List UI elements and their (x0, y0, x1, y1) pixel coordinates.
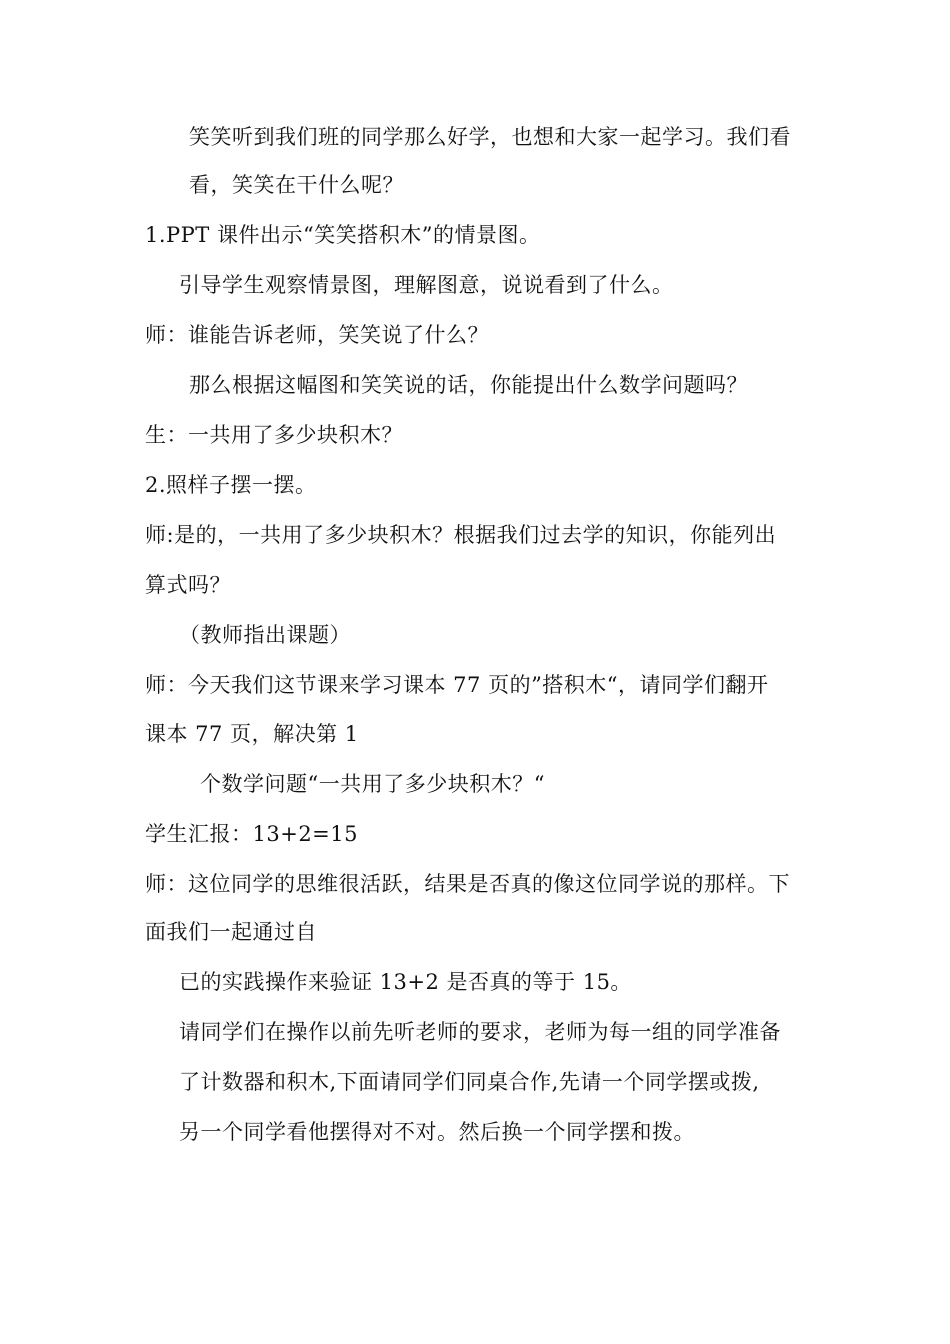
text-line: 师：今天我们这节课来学习课本 77 页的”搭积木“，请同学们翻开 (145, 673, 769, 697)
text-line: 面我们一起通过自 (145, 920, 317, 944)
text-line: 看，笑笑在干什么呢？ (189, 173, 404, 197)
text-line: 了计数器和积木,下面请同学们同桌合作,先请一个同学摆或拨, (179, 1070, 760, 1094)
text-line: 已的实践操作来验证 13+2 是否真的等于 15。 (179, 970, 632, 994)
text-line: 课本 77 页，解决第 1 (145, 722, 359, 746)
text-line: 师：这位同学的思维很活跃，结果是否真的像这位同学说的那样。下 (145, 872, 790, 896)
text-line: 请同学们在操作以前先听老师的要求，老师为每一组的同学准备 (179, 1020, 781, 1044)
text-line: 师:是的，一共用了多少块积木？根据我们过去学的知识，你能列出 (145, 523, 777, 547)
text-line: 2.照样子摆一摆。 (145, 473, 317, 497)
text-line: 学生汇报：13+2=15 (145, 822, 358, 846)
text-line: 个数学问题“一共用了多少块积木？“ (200, 772, 545, 796)
text-line: 1.PPT 课件出示“笑笑搭积木”的情景图。 (145, 223, 541, 247)
text-line: 那么根据这幅图和笑笑说的话，你能提出什么数学问题吗？ (189, 373, 748, 397)
text-line: 另一个同学看他摆得对不对。然后换一个同学摆和拨。 (179, 1120, 695, 1144)
text-line: （教师指出课题） (179, 623, 351, 647)
text-line: 生：一共用了多少块积木？ (145, 423, 403, 447)
text-line: 算式吗？ (145, 573, 231, 597)
text-line: 引导学生观察情景图，理解图意，说说看到了什么。 (179, 273, 674, 297)
text-line: 笑笑听到我们班的同学那么好学，也想和大家一起学习。我们看 (189, 125, 791, 149)
text-line: 师：谁能告诉老师，笑笑说了什么？ (145, 323, 489, 347)
